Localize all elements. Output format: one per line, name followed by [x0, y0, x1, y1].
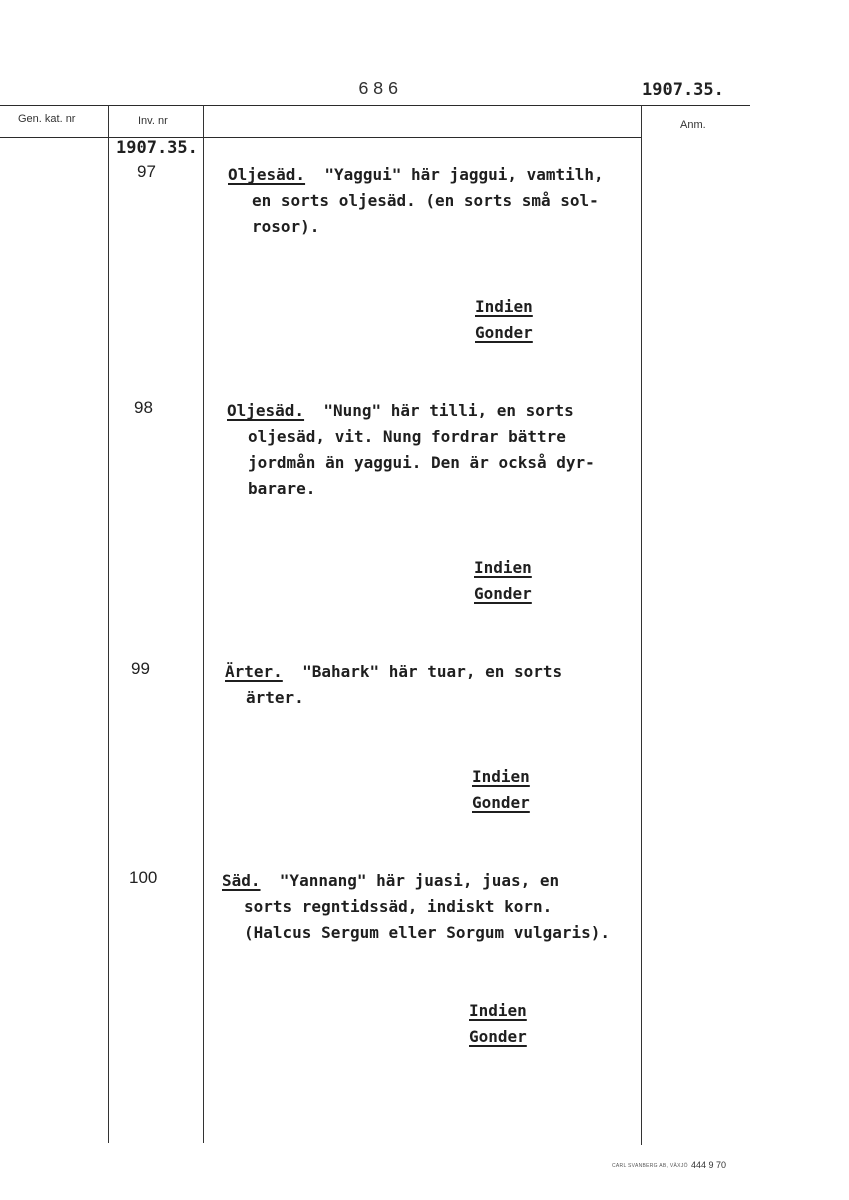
column-header-inv-nr: Inv. nr — [138, 115, 168, 127]
column-header-gen-kat-nr: Gen. kat. nr — [18, 113, 76, 125]
entry-line: (Halcus Sergum eller Sorgum vulgaris). — [244, 923, 611, 942]
ledger-column-divider-2 — [203, 105, 204, 1143]
form-code: 444 9 70 — [691, 1160, 727, 1170]
entry-inv-nr: 99 — [131, 659, 150, 678]
entry-people: Gonder — [474, 584, 532, 603]
entry-inv-nr: 98 — [134, 398, 153, 417]
page-number: 686 — [358, 80, 403, 100]
ledger-column-divider-3 — [641, 105, 642, 1145]
entry-title: Oljesäd. — [227, 401, 305, 420]
entry-region: Indien — [472, 767, 530, 786]
ledger-column-divider-1 — [108, 105, 109, 1143]
ledger-header-rule — [0, 137, 642, 138]
entry-title: Säd. — [222, 871, 261, 890]
inventory-id: 1907.35. — [116, 138, 198, 158]
entry-region: Indien — [475, 297, 533, 316]
ledger-top-rule — [0, 105, 750, 106]
entry-description — [225, 659, 562, 685]
entry-line: oljesäd, vit. Nung fordrar bättre — [248, 427, 566, 446]
entry-line: "Bahark" här tuar, en sorts — [302, 662, 563, 681]
entry-title: Ärter. — [225, 662, 283, 681]
entry-region: Indien — [469, 1001, 527, 1020]
entry-line: barare. — [248, 479, 316, 498]
entry-title: Oljesäd. — [228, 165, 306, 184]
entry-region: Indien — [474, 558, 532, 577]
entry-line: "Nung" här tilli, en sorts — [323, 401, 574, 420]
printer-imprint: CARL SVANBERG AB, VÄXJÖ — [612, 1163, 688, 1169]
column-header-anm: Anm. — [680, 119, 706, 131]
entry-people: Gonder — [475, 323, 533, 342]
entry-description — [228, 162, 604, 188]
entry-description — [227, 398, 574, 424]
entry-line: ärter. — [246, 688, 304, 707]
entry-line: "Yaggui" här jaggui, vamtilh, — [324, 165, 604, 184]
entry-line: en sorts oljesäd. (en sorts små sol- — [252, 191, 599, 210]
entry-inv-nr: 100 — [129, 868, 158, 887]
entry-line: "Yannang" här juasi, juas, en — [279, 871, 560, 890]
entry-inv-nr: 97 — [137, 162, 156, 181]
entry-line: sorts regntidssäd, indiskt korn. — [244, 897, 553, 916]
entry-description — [222, 868, 559, 894]
catalog-id-header: 1907.35. — [642, 80, 724, 100]
entry-people: Gonder — [472, 793, 530, 812]
entry-people: Gonder — [469, 1027, 527, 1046]
entry-line: jordmån än yaggui. Den är också dyr- — [248, 453, 595, 472]
entry-line: rosor). — [252, 217, 320, 236]
